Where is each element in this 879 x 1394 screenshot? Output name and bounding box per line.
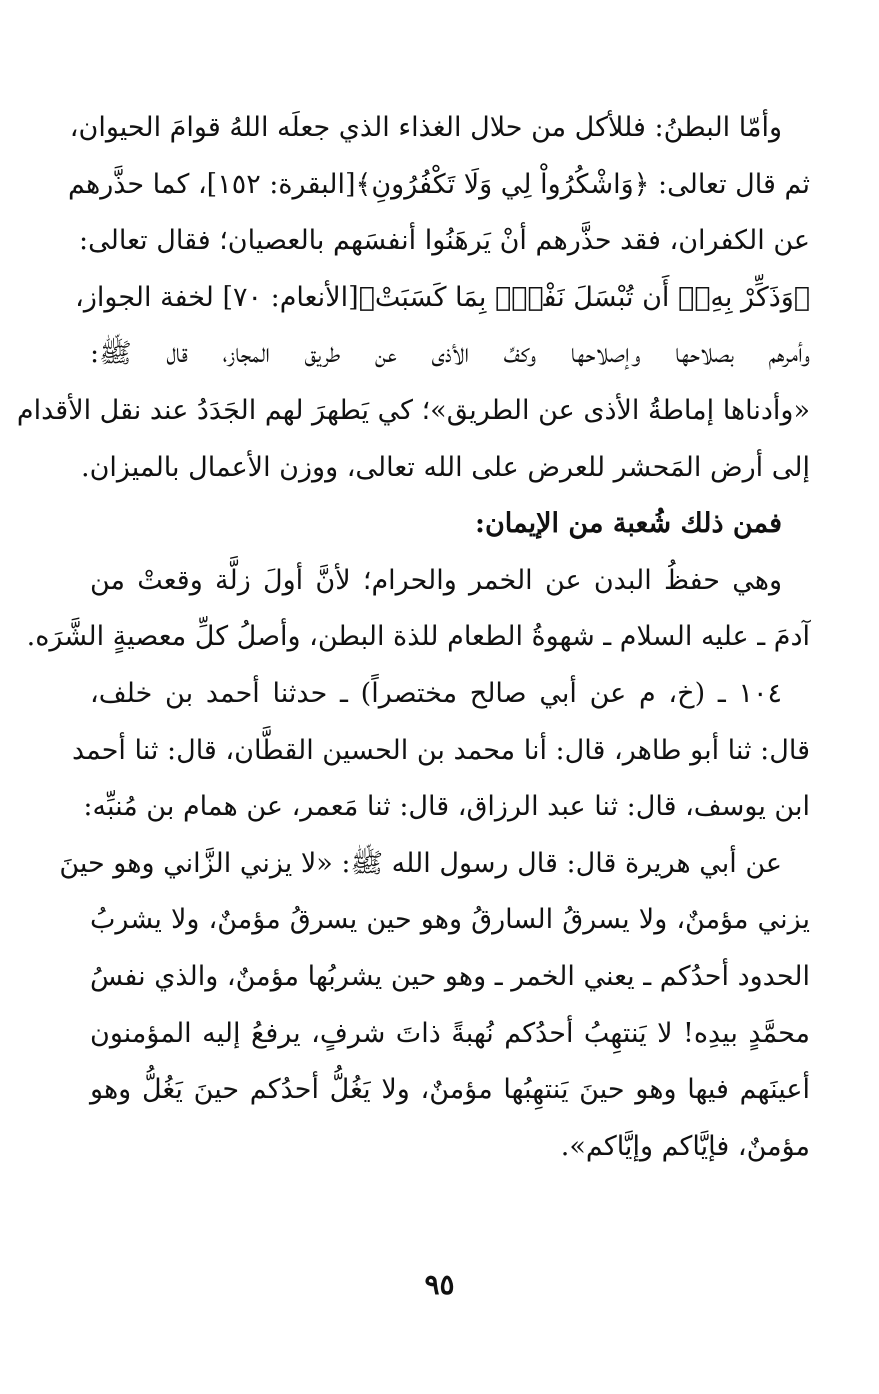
text-line: ثم قال تعالى: ﴿وَاشْكُرُواْ لِي وَلَا تَكْفُرُونِ﴾[البقرة: ١٥٢]، كما حذَّرهم — [67, 168, 810, 200]
text-line: وهي حفظُ البدن عن الخمر والحرام؛ لأنَّ أولَ زلَّة وقعتْ من — [90, 564, 782, 596]
text-line: مؤمنٌ، فإيَّاكم وإيَّاكم». — [560, 1130, 810, 1162]
text-line: محمَّدٍ بيدِه! لا يَنتهِبُ أحدُكم نُهبةً ذاتَ شرفٍ، يرفعُ إليه المؤمنون — [90, 1017, 810, 1049]
text-line: إلى أرض المَحشر للعرض على الله تعالى، ووزن الأعمال بالميزان. — [81, 451, 810, 483]
section-heading: فمن ذلك شُعبة من الإيمان: — [474, 508, 782, 540]
page-number: ٩٥ — [424, 1268, 455, 1301]
text-line: أعينَهم فيها وهو حينَ يَنتهِبُها مؤمنٌ، ولا يَغُلُّ أحدُكم حينَ يَغُلُّ وهو — [90, 1074, 810, 1106]
text-line: ابن يوسف، قال: ثنا عبد الرزاق، قال: ثنا مَعمر، عن همام بن مُنبِّه: — [83, 791, 810, 823]
text-line: آدمَ ـ عليه السلام ـ شهوةُ الطعام للذة البطن، وأصلُ كلِّ معصيةٍ الشَّرَه. — [26, 621, 810, 653]
text-line: قال: ثنا أبو طاهر، قال: أنا محمد بن الحسين القطَّان، قال: ثنا أحمد — [71, 734, 810, 766]
text-line: يزني مؤمنٌ، ولا يسرقُ السارقُ وهو حين يسرقُ مؤمنٌ، ولا يشربُ — [90, 904, 810, 936]
text-line: ﴿وَذَكِّرْ بِهِۦٓ أَن تُبْسَلَ نَفْسٌۢ بِمَا كَسَبَتْ﴾[الأنعام: ٧٠] لخفة الجواز، — [75, 281, 810, 313]
hadith-number-line: ١٠٤ ـ (خ، م عن أبي صالح مختصراً) ـ حدثنا أحمد بن خلف، — [90, 677, 782, 709]
text-line: وأمّا البطنُ: فللأكل من حلال الغذاء الذي جعلَه اللهُ قوامَ الحيوان، — [69, 112, 782, 143]
text-line: الحدود أحدُكم ـ يعني الخمر ـ وهو حين يشربُها مؤمنٌ، والذي نفسُ — [90, 960, 810, 992]
page-text — [16, 100, 810, 1175]
text-line: عن أبي هريرة قال: قال رسول الله ﷺ: «لا يزني الزَّاني وهو حينَ — [59, 847, 782, 879]
text-line: وأمرهم بصلاحها وإصلاحها وكفِّ الأذى عن طريق المجاز، قال ﷺ: — [90, 338, 810, 370]
text-line: «وأدناها إماطةُ الأذى عن الطريق»؛ كي يَطهرَ لهم الجَدَدُ عند نقل الأقدام — [16, 394, 810, 426]
text-line: عن الكفران، فقد حذَّرهم أنْ يَرهَنُوا أنفسَهم بالعصيان؛ فقال تعالى: — [79, 225, 810, 257]
